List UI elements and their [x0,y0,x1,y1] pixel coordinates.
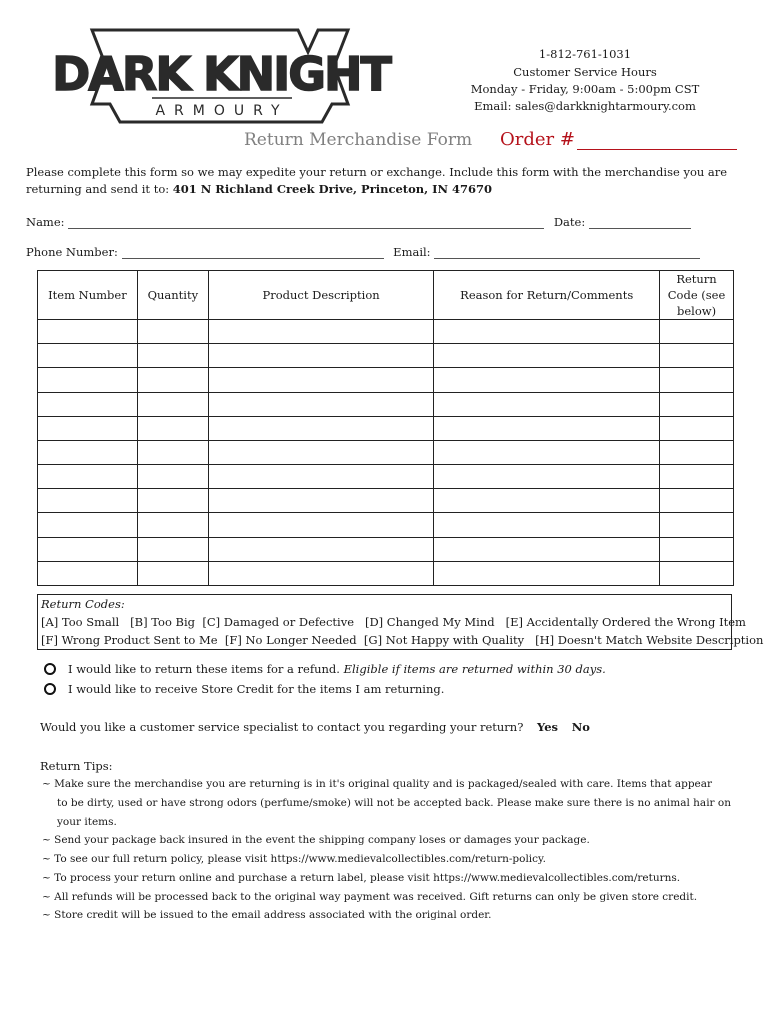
header-product-description: Product Description [208,271,434,320]
table-cell[interactable] [434,537,660,561]
table-cell[interactable] [660,368,734,392]
yes-option[interactable]: Yes [537,720,559,734]
table-cell[interactable] [137,344,208,368]
table-row [38,416,734,440]
no-option[interactable]: No [571,720,590,734]
return-codes-box [37,594,764,650]
phone-label: Phone Number: [26,245,118,259]
intro-text: Please complete this form so we may expedite your return or exchange. Include this form with the merchandise you are returning and send it to: [26,165,728,196]
phone-row [26,245,700,259]
tip-line: ~ Store credit will be issued to the email address associated with the original order. [42,909,492,921]
form-title: Return Merchandise Form [244,130,473,150]
table-cell[interactable] [208,489,434,513]
store-credit-label: I would like to receive Store Credit for the items I am returning. [68,682,445,696]
table-cell[interactable] [208,440,434,464]
hours-text: Monday - Friday, 9:00am - 5:00pm CST [470,82,700,96]
phone-input-line[interactable] [122,246,384,259]
table-cell[interactable] [137,320,208,344]
table-cell[interactable] [137,440,208,464]
table-cell[interactable] [208,392,434,416]
table-cell[interactable] [38,489,138,513]
table-cell[interactable] [38,416,138,440]
header-reason: Reason for Return/Comments [434,271,660,320]
table-cell[interactable] [434,368,660,392]
tip-line: ~ To see our full return policy, please visit https://www.medievalcollectibles.com/return-policy. [42,853,546,865]
table-cell[interactable] [38,561,138,585]
dark-knight-armoury-logo [52,26,390,122]
table-cell[interactable] [38,513,138,537]
table-row [38,392,734,416]
table-cell[interactable] [208,537,434,561]
tip-line: ~ Send your package back insured in the event the shipping company loses or damages your package. [42,834,590,846]
table-cell[interactable] [434,392,660,416]
table-cell[interactable] [660,440,734,464]
table-row [38,513,734,537]
table-cell[interactable] [434,344,660,368]
email-text: Email: sales@darkknightarmoury.com [474,99,696,113]
table-row [38,440,734,464]
table-cell[interactable] [38,440,138,464]
return-codes-title: Return Codes: [41,597,125,611]
email-label: Email: [393,245,431,259]
tip-line: to be dirty, used or have strong odors (perfume/smoke) will not be accepted back. Please make sure there is no animal hair on [57,797,731,809]
table-cell[interactable] [137,465,208,489]
tip-line: ~ All refunds will be processed back to the original way payment was received. Gift returns can only be given store credit. [42,891,698,903]
return-codes-line-1: [A] Too Small [B] Too Big [C] Damaged or Defective [D] Changed My Mind [E] Accidentally Ordered the Wrong Item [41,615,746,629]
table-cell[interactable] [208,416,434,440]
table-cell[interactable] [137,368,208,392]
table-row [38,489,734,513]
table-cell[interactable] [38,537,138,561]
table-row [38,368,734,392]
store-credit-option[interactable] [44,682,444,696]
date-label: Date: [553,215,586,229]
table-cell[interactable] [38,465,138,489]
table-cell[interactable] [434,320,660,344]
table-cell[interactable] [38,344,138,368]
table-cell[interactable] [137,561,208,585]
table-cell[interactable] [208,320,434,344]
table-cell[interactable] [434,561,660,585]
header-quantity: Quantity [137,271,208,320]
refund-option[interactable] [44,662,606,676]
table-cell[interactable] [137,537,208,561]
order-line [577,133,737,150]
svg-text:ARMOURY: ARMOURY [155,103,289,119]
table-cell[interactable] [660,489,734,513]
table-cell[interactable] [137,489,208,513]
date-input-line[interactable] [589,216,691,229]
tip-line: your items. [57,816,117,828]
table-cell[interactable] [208,344,434,368]
table-cell[interactable] [660,513,734,537]
svg-text:DARK KNIGHT: DARK KNIGHT [52,47,390,101]
table-cell[interactable] [434,440,660,464]
return-items-table [37,270,734,586]
table-cell[interactable] [38,320,138,344]
table-cell[interactable] [660,561,734,585]
table-row [38,320,734,344]
name-label: Name: [26,215,65,229]
table-cell[interactable] [660,320,734,344]
table-cell[interactable] [434,416,660,440]
contact-question [40,720,590,734]
table-header-row [38,271,734,320]
name-input-line[interactable] [68,216,544,229]
table-cell[interactable] [434,465,660,489]
table-row [38,561,734,585]
table-cell[interactable] [137,392,208,416]
name-row [26,215,691,229]
table-cell[interactable] [660,537,734,561]
table-cell[interactable] [137,416,208,440]
tip-line: ~ To process your return online and purchase a return label, please visit https://www.medievalcollectibles.com/returns. [42,872,681,884]
table-cell[interactable] [434,489,660,513]
table-cell[interactable] [208,368,434,392]
table-cell[interactable] [660,392,734,416]
table-cell[interactable] [208,513,434,537]
return-codes-line-2: [F] Wrong Product Sent to Me [F] No Longer Needed [G] Not Happy with Quality [H] Doesn't Match Website Description [41,633,764,647]
header-item-number: Item Number [38,271,138,320]
table-row [38,537,734,561]
phone-number: 1-812-761-1031 [538,47,632,61]
table-cell[interactable] [660,465,734,489]
contact-question-text: Would you like a customer service specialist to contact you regarding your return? [40,720,524,734]
table-cell[interactable] [660,416,734,440]
hours-label: Customer Service Hours [513,65,657,79]
table-row [38,344,734,368]
table-cell[interactable] [208,465,434,489]
table-cell[interactable] [137,513,208,537]
table-row [38,465,734,489]
refund-radio[interactable] [44,663,56,675]
table-cell[interactable] [660,344,734,368]
intro-paragraph [26,164,746,198]
refund-note: Eligible if items are returned within 30 days. [343,662,606,676]
return-address: 401 N Richland Creek Drive, Princeton, IN 47670 [172,182,493,196]
store-credit-radio[interactable] [44,683,56,695]
order-number-field[interactable] [500,129,737,150]
order-label: Order # [500,129,575,150]
table-cell[interactable] [434,513,660,537]
table-cell[interactable] [38,368,138,392]
header-return-code: Return Code (see below) [660,271,734,320]
table-cell[interactable] [38,392,138,416]
return-tips-title: Return Tips: [40,759,113,773]
email-input-line[interactable] [434,246,700,259]
refund-label: I would like to return these items for a refund. [68,662,344,676]
table-cell[interactable] [208,561,434,585]
tip-line: ~ Make sure the merchandise you are returning is in it's original quality and is packaged/sealed with care. Items that appear [42,778,713,790]
